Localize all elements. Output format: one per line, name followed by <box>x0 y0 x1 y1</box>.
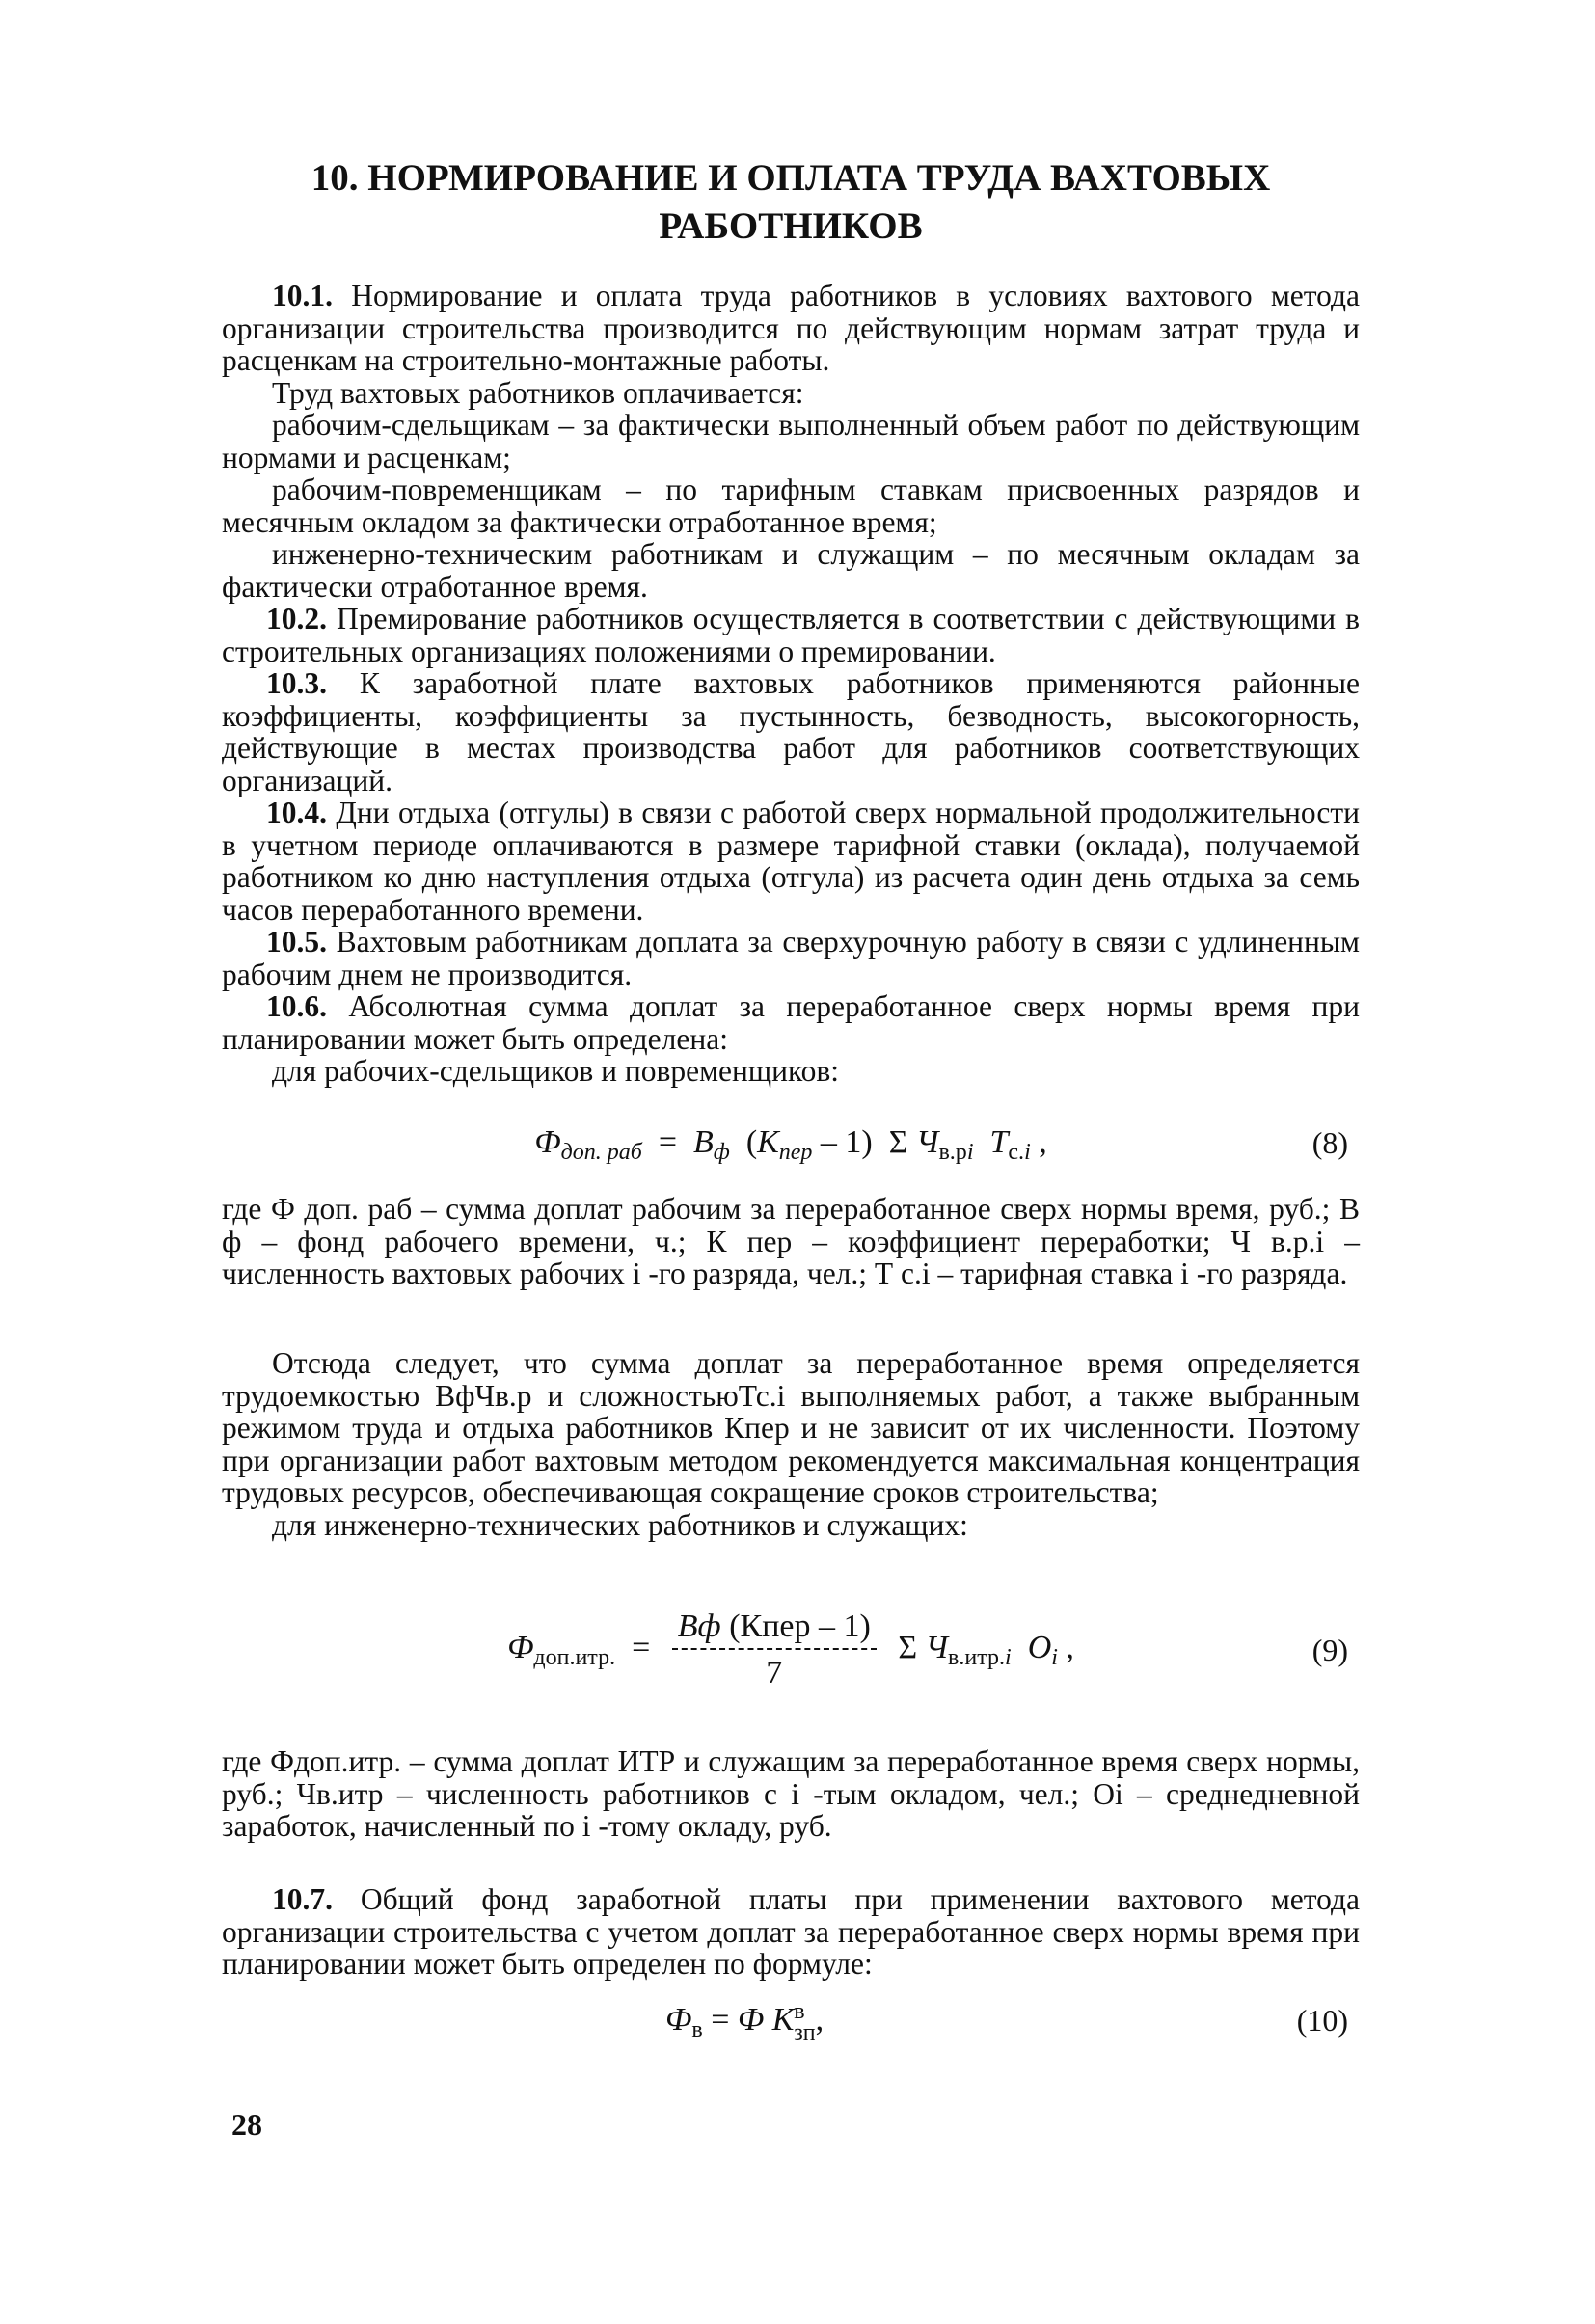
f8-b-sub: ф <box>713 1140 730 1165</box>
pay-item-piece-workers: рабочим-сдельщикам – за фактически выполненный объем работ по действующим нормами и расценкам; <box>222 408 1360 474</box>
f8-ch-sub <box>938 1140 973 1165</box>
f9-lhs: Ф <box>507 1629 534 1665</box>
workers-intro: для рабочих-сдельщиков и повременщиков: <box>272 1054 840 1088</box>
paragraph-text: Общий фонд заработной платы при применении вахтового метода организации строительства с учетом доплат за переработанное сверх нормы время при планировании может быть определен по формуле: <box>222 1882 1360 1981</box>
f10-f: Ф <box>737 2002 765 2038</box>
paragraph-number: 10.1. <box>272 279 333 312</box>
formula-9-body: $Ф_{доп.итр.}$ = $\frac{\text{Вф (Кпер – 1)}}{7}$ Σ $Ч_{в.итр.i}$ $О_i$ , <box>507 1608 1074 1690</box>
paragraph-10-5 <box>222 926 1360 990</box>
f10-k-scripts <box>794 1999 816 2046</box>
f8-ch-i: i <box>966 1140 974 1165</box>
f9-ch-sub <box>948 1645 1012 1670</box>
f8-t: Т <box>989 1124 1009 1160</box>
f8-k: К <box>757 1124 779 1160</box>
f8-lhs-sub: доп. раб <box>560 1140 642 1165</box>
f8-t-sub-text: с. <box>1008 1140 1025 1165</box>
f8-t-i: i <box>1024 1140 1031 1165</box>
equation-number-9: (9) <box>1311 1633 1348 1667</box>
f10-comma: , <box>815 2002 825 2038</box>
body-block-4 <box>222 1745 1360 1843</box>
paragraph-10-7 <box>222 1883 1360 1981</box>
itr-intro: для инженерно-технических работников и служащих: <box>272 1507 968 1542</box>
f9-ch-i: i <box>1005 1644 1012 1670</box>
formula-8 <box>222 1123 1360 1172</box>
f9-num-k: (Кпер – 1) <box>729 1608 871 1644</box>
paragraph-10-6 <box>222 990 1360 1055</box>
f8-minus-one: – 1) <box>820 1124 873 1160</box>
paragraph-text: Нормирование и оплата труда работников в условиях вахтового метода организации строительства производится по действующим нормам затрат труда и расценкам на строительно-монтажные работы. <box>222 279 1360 377</box>
where-9: где Фдоп.итр. – сумма доплат ИТР и служащим за переработанное время сверх нормы, руб.; Чв.итр – численность работников с i -тым окладом, чел.; Оi – среднедневной заработок, начисленный по i -тому окладу, руб. <box>222 1744 1360 1843</box>
f10-k: К <box>771 2002 795 2038</box>
f9-denominator: 7 <box>766 1655 783 1690</box>
f8-lhs: Ф <box>534 1124 561 1160</box>
paragraph-10-4 <box>222 797 1360 926</box>
paragraph-number: 10.6. <box>266 989 327 1023</box>
page-number: 28 <box>231 2107 262 2142</box>
body-block-1 <box>222 280 1360 1088</box>
f9-sum: Σ <box>898 1629 918 1665</box>
formula-9 <box>222 1608 1360 1692</box>
title-line-1: 10. НОРМИРОВАНИЕ И ОПЛАТА ТРУДА ВАХТОВЫХ <box>311 157 1271 199</box>
equation-number-8: (8) <box>1311 1125 1348 1160</box>
conclusion-paragraph: Отсюда следует, что сумма доплат за переработанное время определяется трудоемкостью ВфЧв.р и сложностьюТс.i выполняемых работ, а также выбранным режимом труда и отдыха работников Кпер и не зависит от их численности. Поэтому при организации работ вахтовым методом рекомендуется максимальная концентрация трудовых ресурсов, обеспечивающая сокращение сроков строительства; <box>222 1346 1360 1509</box>
paragraph-number: 10.7. <box>272 1882 333 1916</box>
paragraph-number: 10.3. <box>266 666 327 700</box>
paragraph-10-1 <box>222 280 1360 377</box>
paragraph-text: К заработной плате вахтовых работников применяются районные коэффициенты, коэффициенты за пустынность, безводность, высокогорность, действующие в местах производства работ для работников соответствующих организаций. <box>222 666 1360 797</box>
f8-t-sub <box>1008 1140 1030 1165</box>
pay-item-engineers: инженерно-техническим работникам и служащим – по месячным окладам за фактически отработанное время. <box>222 537 1360 604</box>
title-line-2: РАБОТНИКОВ <box>659 205 923 247</box>
body-block-2 <box>222 1193 1360 1290</box>
paragraph-text: Премирование работников осуществляется в соответствии с действующими в строительных организациях положениями о премировании. <box>222 602 1360 668</box>
f8-ch: Ч <box>916 1124 939 1160</box>
f10-k-sup: в <box>794 1999 805 2025</box>
f10-k-sub: зп <box>794 2020 816 2046</box>
f9-num-b: Вф <box>677 1608 721 1644</box>
paragraph-text: Абсолютная сумма доплат за переработанное сверх нормы время при планировании может быть определена: <box>222 989 1360 1056</box>
section-title <box>222 154 1360 251</box>
formula-10 <box>222 2001 1360 2049</box>
f10-lhs: Ф <box>665 2002 692 2038</box>
f9-ch-sub-text: в.итр. <box>948 1644 1006 1670</box>
f9-eq: = <box>632 1629 651 1665</box>
body-block-5 <box>222 1883 1360 1981</box>
paragraph-number: 10.2. <box>266 602 327 635</box>
formula-10-body <box>222 2001 1360 2049</box>
equation-number-10: (10) <box>1296 2003 1348 2038</box>
pay-intro: Труд вахтовых работников оплачивается: <box>272 375 804 410</box>
f8-b: В <box>693 1124 714 1160</box>
f9-o-sub: i <box>1051 1644 1058 1670</box>
paragraph-text: Вахтовым работникам доплата за сверхурочную работу в связи с удлиненным рабочим днем не производится. <box>222 925 1360 991</box>
f8-ch-sub-text: в.р <box>938 1140 967 1165</box>
f8-sum: Σ <box>888 1124 908 1160</box>
paragraph-text: Дни отдыха (отгулы) в связи с работой сверх нормальной продолжительности в учетном периоде оплачиваются в размере тарифной ставки (оклада), получаемой работником ко дню наступления отдыха (отгула) из расчета один день отдыха за семь часов переработанного времени. <box>222 796 1360 927</box>
formula-8-body: $Ф_{доп. раб} = В_ф$ $(К_{пер} - 1)$ Σ $Ч_{в.рi}$ $Т_{с.i}$ , <box>534 1124 1047 1165</box>
pay-item-time-workers: рабочим-повременщикам – по тарифным ставкам присвоенных разрядов и месячным окладом за фактически отработанное время; <box>222 473 1360 539</box>
paragraph-10-2 <box>222 603 1360 667</box>
f9-o: О <box>1027 1629 1052 1665</box>
paragraph-10-3 <box>222 667 1360 797</box>
f10-lhs-sub: в <box>691 2017 703 2042</box>
f8-k-sub: пер <box>778 1140 813 1165</box>
f9-numerator <box>672 1608 877 1650</box>
f10-eq: = <box>711 2002 730 2038</box>
paragraph-number: 10.5. <box>266 925 327 959</box>
where-8: где Ф доп. раб – сумма доплат рабочим за переработанное сверх нормы время, руб.; В ф – фонд рабочего времени, ч.; К пер – коэффициент переработки; Ч в.р.i – численность вахтовых рабочих i -го разряда, чел.; Т с.i – тарифная ставка i -го разряда. <box>222 1192 1360 1290</box>
f9-lhs-sub: доп.итр. <box>533 1644 616 1670</box>
paragraph-number: 10.4. <box>266 796 327 829</box>
body-block-3 <box>222 1347 1360 1541</box>
f9-fraction <box>672 1608 877 1692</box>
f9-ch: Ч <box>925 1629 949 1665</box>
